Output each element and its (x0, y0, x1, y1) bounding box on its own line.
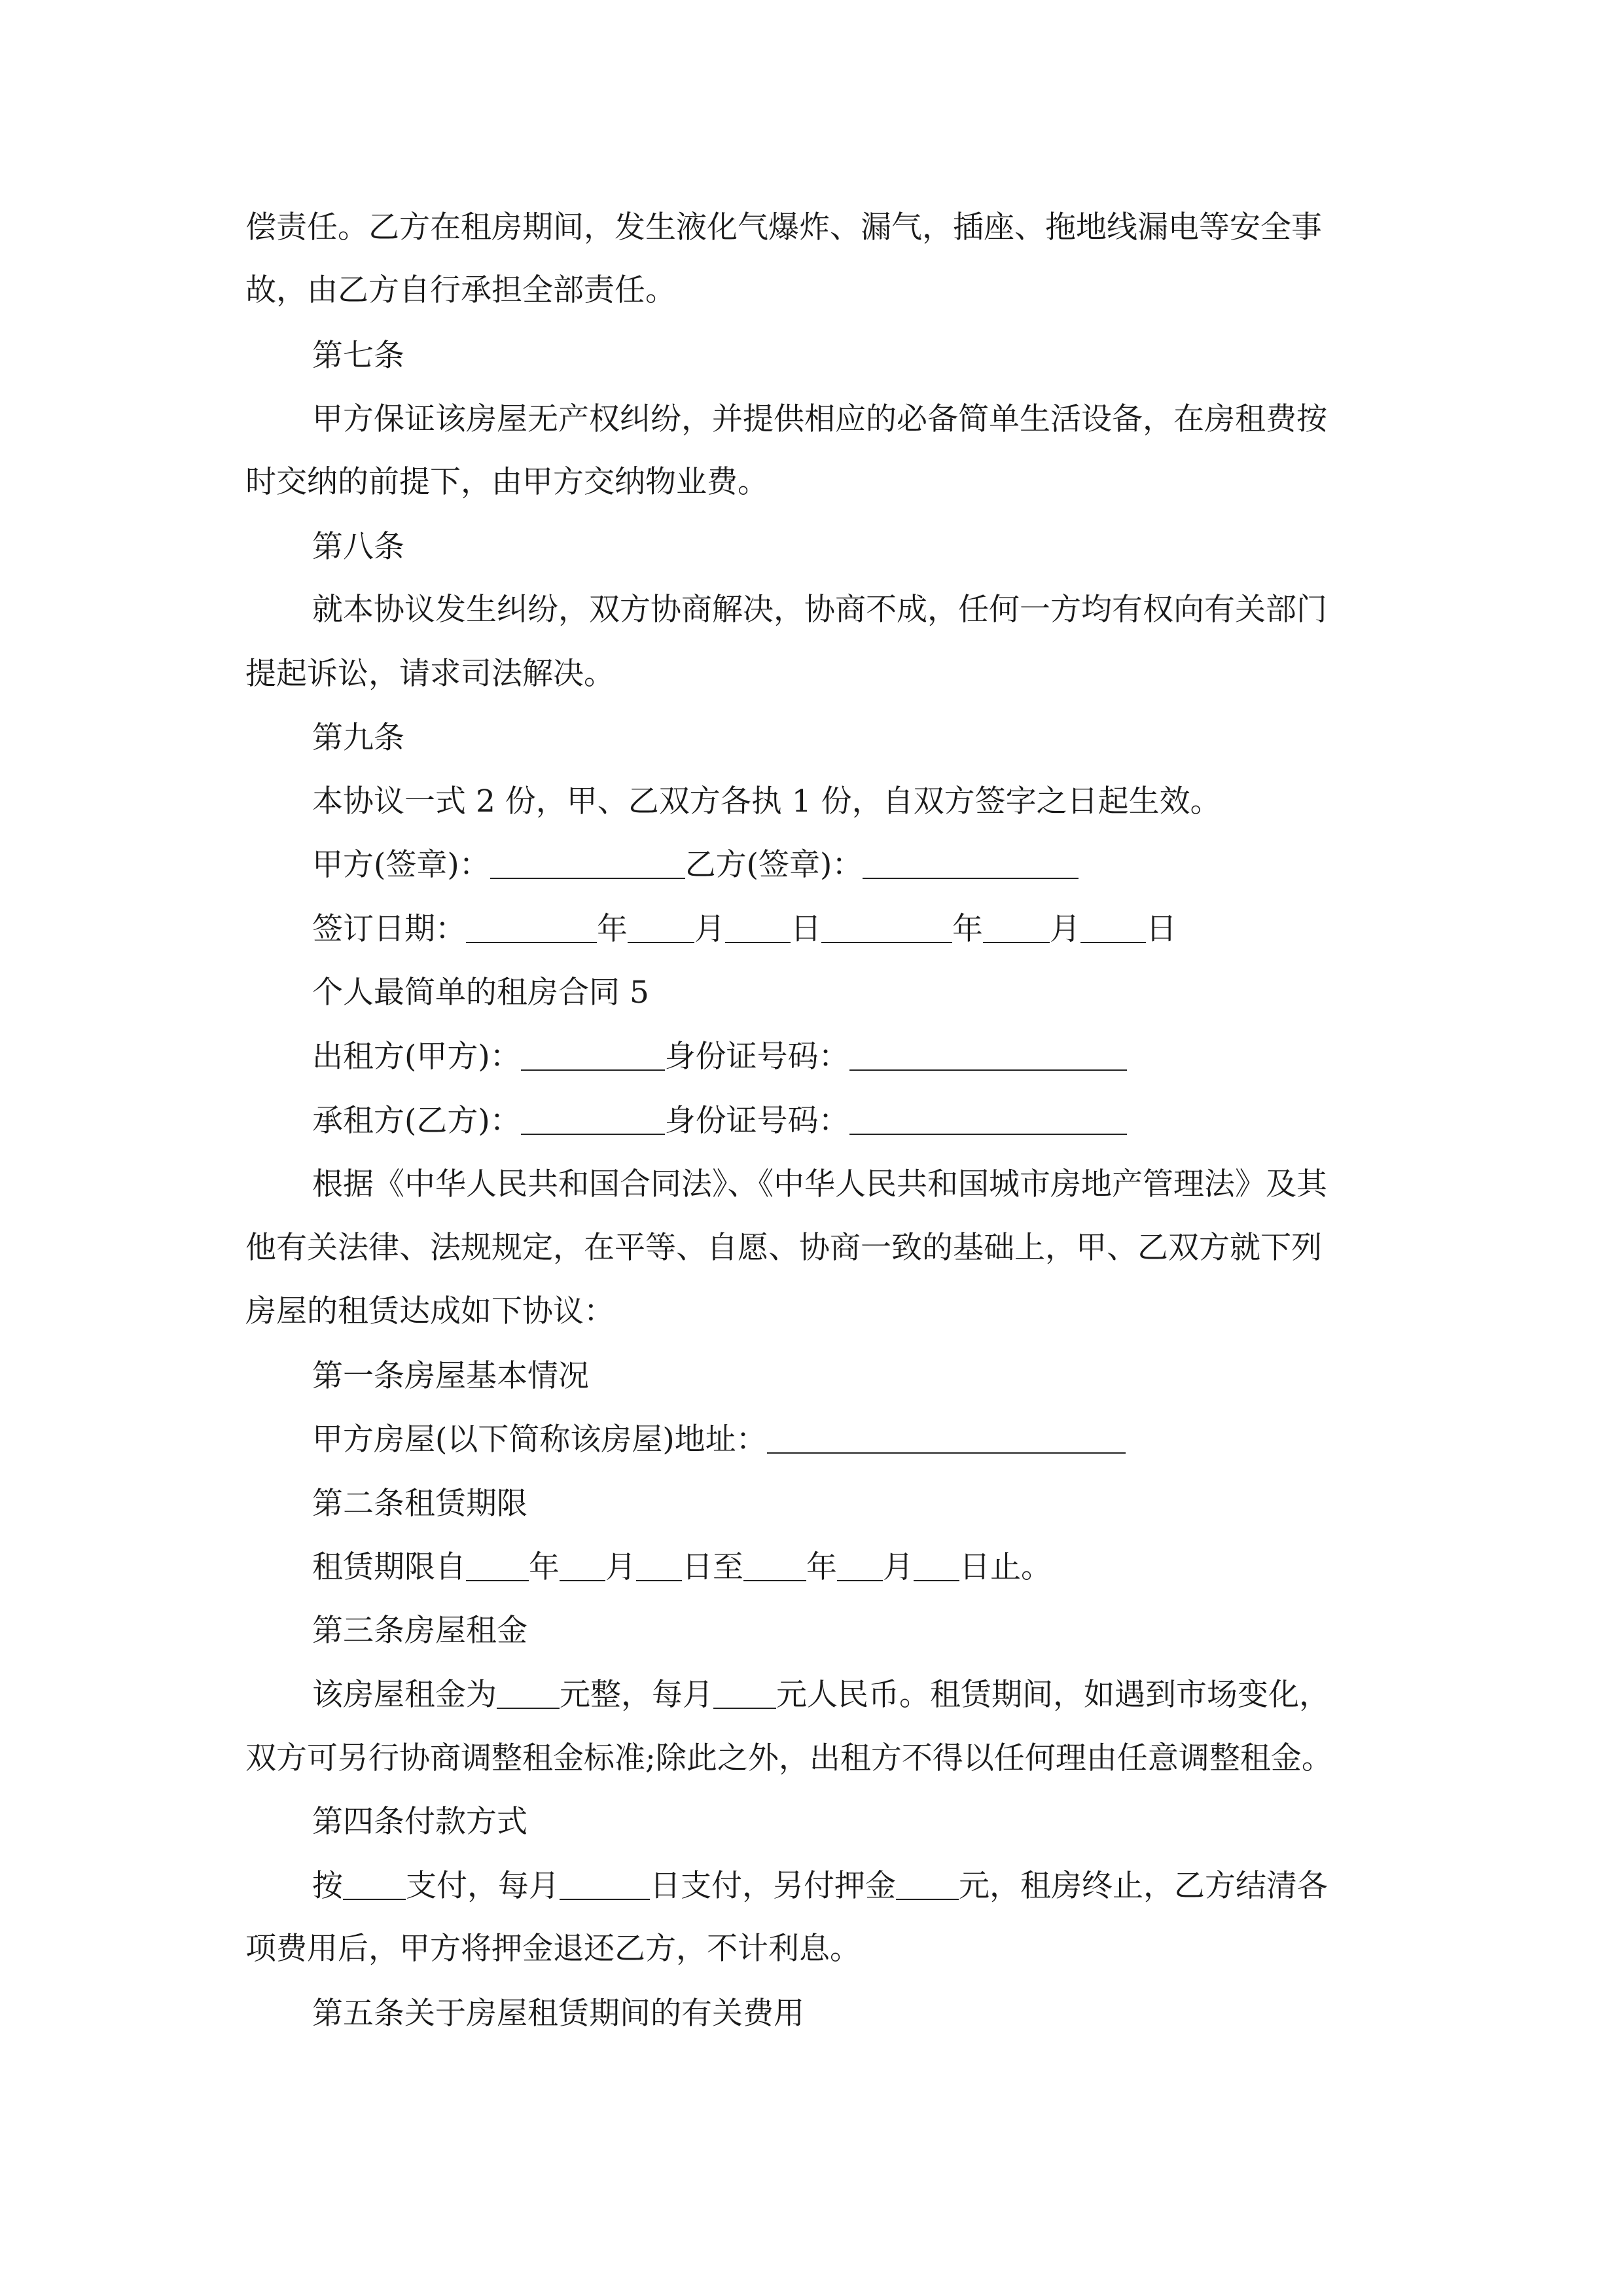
signing-date-label: 签订日期： (312, 911, 466, 947)
rent-line1 (312, 1676, 1330, 1715)
date-blank (1080, 913, 1146, 943)
month-label: 月 (605, 1549, 636, 1585)
party-b-signature-blank (863, 849, 1079, 879)
term-blank (837, 1551, 883, 1581)
year-label: 年 (529, 1549, 560, 1585)
month-label: 月 (883, 1549, 914, 1585)
rent-label: 该房屋租金为 (312, 1677, 497, 1713)
term-blank (914, 1551, 959, 1581)
address-label: 甲方房屋(以下简称该房屋)地址： (312, 1422, 767, 1458)
paragraph-liability-line1: 偿责任。乙方在租房期间，发生液化气爆炸、漏气，插座、拖地线漏电等安全事 (245, 209, 1322, 245)
rent-monthly-label: 元整，每月 (560, 1677, 713, 1713)
party-a-signature-label: 甲方(签章)： (312, 847, 490, 883)
rent-blank (497, 1679, 560, 1709)
article-9-heading: 第九条 (312, 720, 404, 756)
payment-text: 支付，每月 (406, 1868, 560, 1904)
payment-label: 按 (312, 1868, 343, 1904)
payment-text: 日支付，另付押金 (650, 1868, 896, 1904)
article-8-text-line2: 提起诉讼，请求司法解决。 (245, 656, 615, 692)
party-a-signature-blank (490, 849, 685, 879)
month-label: 月 (694, 911, 725, 947)
payment-blank (343, 1870, 406, 1900)
article-1-heading: 第一条房屋基本情况 (312, 1358, 589, 1394)
lease-term-to: 日至 (682, 1549, 743, 1585)
lessee-id-blank (849, 1105, 1127, 1135)
contract-5-title: 个人最简单的租房合同 5 (312, 975, 649, 1011)
id-number-label: 身份证号码： (664, 1039, 849, 1075)
party-b-signature-label: 乙方(签章)： (685, 847, 863, 883)
day-label: 日 (791, 911, 821, 947)
day-label: 日 (1146, 911, 1177, 947)
lessee-line (312, 1102, 1127, 1141)
lessee-label: 承租方(乙方)： (312, 1103, 521, 1139)
article-8-text-line1: 就本协议发生纠纷，双方协商解决，协商不成，任何一方均有权向有关部门 (312, 592, 1327, 628)
article-8-heading: 第八条 (312, 529, 404, 565)
id-number-label: 身份证号码： (664, 1103, 849, 1139)
payment-blank (560, 1870, 650, 1900)
lessor-id-blank (849, 1041, 1127, 1071)
rent-blank (713, 1679, 776, 1709)
basis-line1: 根据《中华人民共和国合同法》、《中华人民共和国城市房地产管理法》及其 (312, 1166, 1327, 1202)
article-7-text-line2: 时交纳的前提下，由甲方交纳物业费。 (245, 464, 768, 500)
article-9-text: 本协议一式 2 份，甲、乙双方各执 1 份，自双方签字之日起生效。 (312, 783, 1221, 819)
article-7-heading: 第七条 (312, 338, 404, 374)
article-4-heading: 第四条付款方式 (312, 1804, 527, 1840)
date-blank (821, 913, 952, 943)
lessor-name-blank (521, 1041, 665, 1071)
date-blank (725, 913, 791, 943)
term-blank (636, 1551, 682, 1581)
payment-text: 元，租房终止，乙方结清各 (959, 1868, 1328, 1904)
payment-line2: 项费用后，甲方将押金退还乙方，不计利息。 (245, 1931, 861, 1967)
signature-line (312, 846, 1079, 885)
rent-line2: 双方可另行协商调整租金标准;除此之外，出租方不得以任何理由任意调整租金。 (245, 1740, 1332, 1776)
term-blank (743, 1551, 806, 1581)
payment-line1 (312, 1867, 1328, 1906)
lessee-name-blank (521, 1105, 665, 1135)
term-blank (560, 1551, 605, 1581)
lease-term-label: 租赁期限自 (312, 1549, 466, 1585)
date-blank (466, 913, 597, 943)
article-5-heading: 第五条关于房屋租赁期间的有关费用 (312, 1996, 804, 2032)
date-blank (628, 913, 694, 943)
lessor-line (312, 1037, 1127, 1077)
month-label: 月 (1050, 911, 1080, 947)
article-3-heading: 第三条房屋租金 (312, 1613, 527, 1649)
lessor-label: 出租方(甲方)： (312, 1039, 521, 1075)
lease-term-line (312, 1548, 1052, 1587)
article-7-text-line1: 甲方保证该房屋无产权纠纷，并提供相应的必备简单生活设备，在房租费按 (312, 401, 1327, 437)
article-2-heading: 第二条租赁期限 (312, 1486, 527, 1522)
date-blank (983, 913, 1050, 943)
deposit-blank (896, 1870, 959, 1900)
year-label: 年 (597, 911, 628, 947)
year-label: 年 (952, 911, 983, 947)
term-blank (466, 1551, 529, 1581)
address-blank (767, 1424, 1126, 1454)
basis-line2: 他有关法律、法规规定，在平等、自愿、协商一致的基础上，甲、乙双方就下列 (245, 1230, 1322, 1266)
signing-date-line (312, 910, 1177, 949)
paragraph-liability-line2: 故，由乙方自行承担全部责任。 (245, 272, 676, 308)
year-label: 年 (806, 1549, 837, 1585)
lease-term-end: 日止。 (959, 1549, 1052, 1585)
address-line (312, 1420, 1126, 1460)
basis-line3: 房屋的租赁达成如下协议： (245, 1293, 615, 1329)
rent-text: 元人民币。租赁期间，如遇到市场变化， (776, 1677, 1330, 1713)
